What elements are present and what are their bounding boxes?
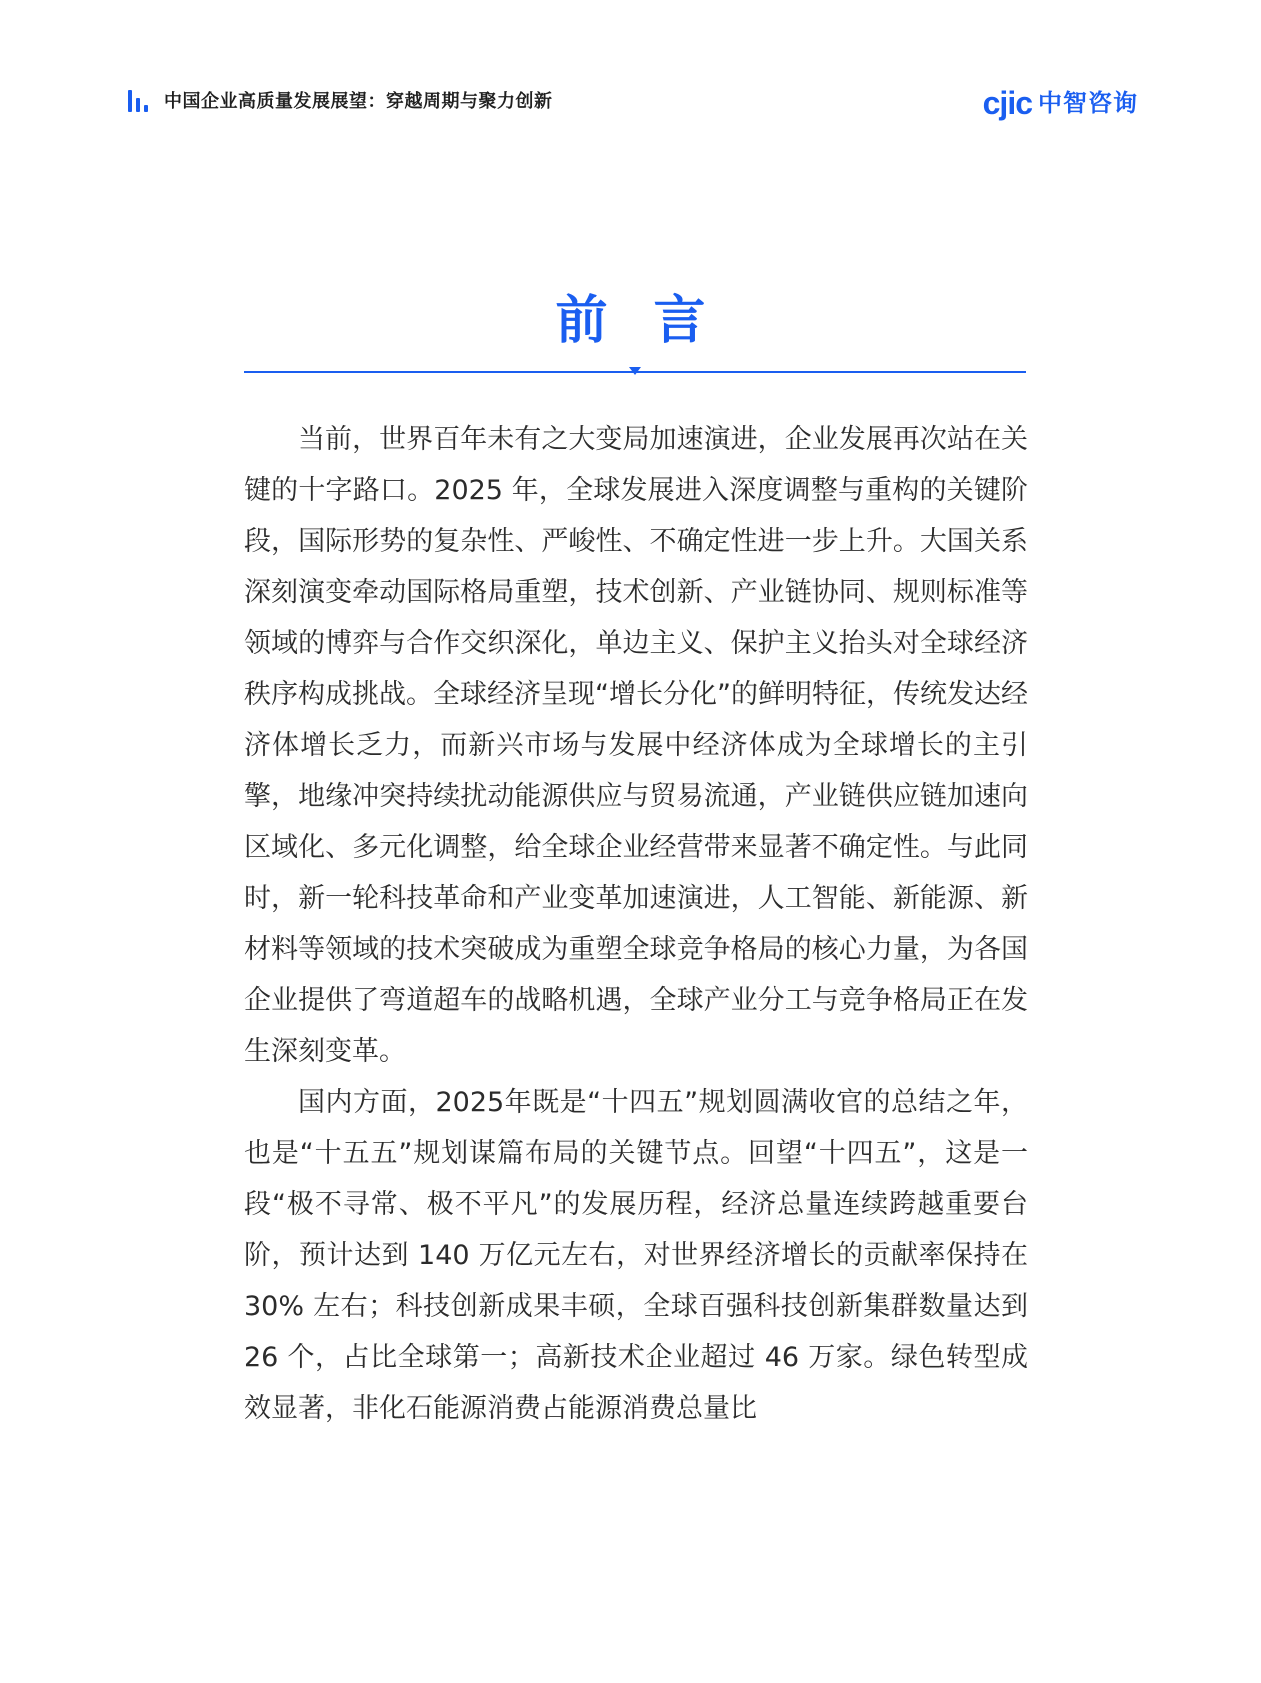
bar-chart-icon	[128, 90, 152, 112]
section-title: 前言	[555, 290, 752, 351]
logo-mark: cjic	[982, 85, 1032, 121]
paragraph-2: 国内方面，2025年既是“十四五”规划圆满收官的总结之年，也是“十五五”规划谋篇布局的关键节点。回望“十四五”，这是一段“极不寻常、极不平凡”的发展历程，经济总量连续跨越重要台阶，预计达到 140 万亿元左右，对世界经济增长的贡献率保持在 30% 左右；科技创新成果丰硕，全球百强科技创新集群数量达到 26 个，占比全球第一；高新技术企业超过 46 万家。绿色转型成效显著，非化石能源消费占能源消费总量比	[244, 1087, 1028, 1424]
paragraph-1: 当前，世界百年未有之大变局加速演进，企业发展再次站在关键的十字路口。2025 年，全球发展进入深度调整与重构的关键阶段，国际形势的复杂性、严峻性、不确定性进一步上升。大国关系深刻演变牵动国际格局重塑，技术创新、产业链协同、规则标准等领域的博弈与合作交织深化，单边主义、保护主义抬头对全球经济秩序构成挑战。全球经济呈现“增长分化”的鲜明特征，传统发达经济体增长乏力，而新兴市场与发展中经济体成为全球增长的主引擎，地缘冲突持续扰动能源供应与贸易流通，产业链供应链加速向区域化、多元化调整，给全球企业经营带来显著不确定性。与此同时，新一轮科技革命和产业变革加速演进，人工智能、新能源、新材料等领域的技术突破成为重塑全球竞争格局的核心力量，为各国企业提供了弯道超车的战略机遇，全球产业分工与竞争格局正在发生深刻变革。	[244, 424, 1028, 1067]
report-title: 中国企业高质量发展展望：穿越周期与聚力创新	[164, 91, 553, 112]
logo-text: 中智咨询	[1038, 89, 1138, 117]
body-text	[244, 414, 1028, 1434]
page-header	[128, 86, 1148, 120]
company-logo	[983, 86, 1138, 120]
divider-notch-icon	[629, 367, 641, 375]
